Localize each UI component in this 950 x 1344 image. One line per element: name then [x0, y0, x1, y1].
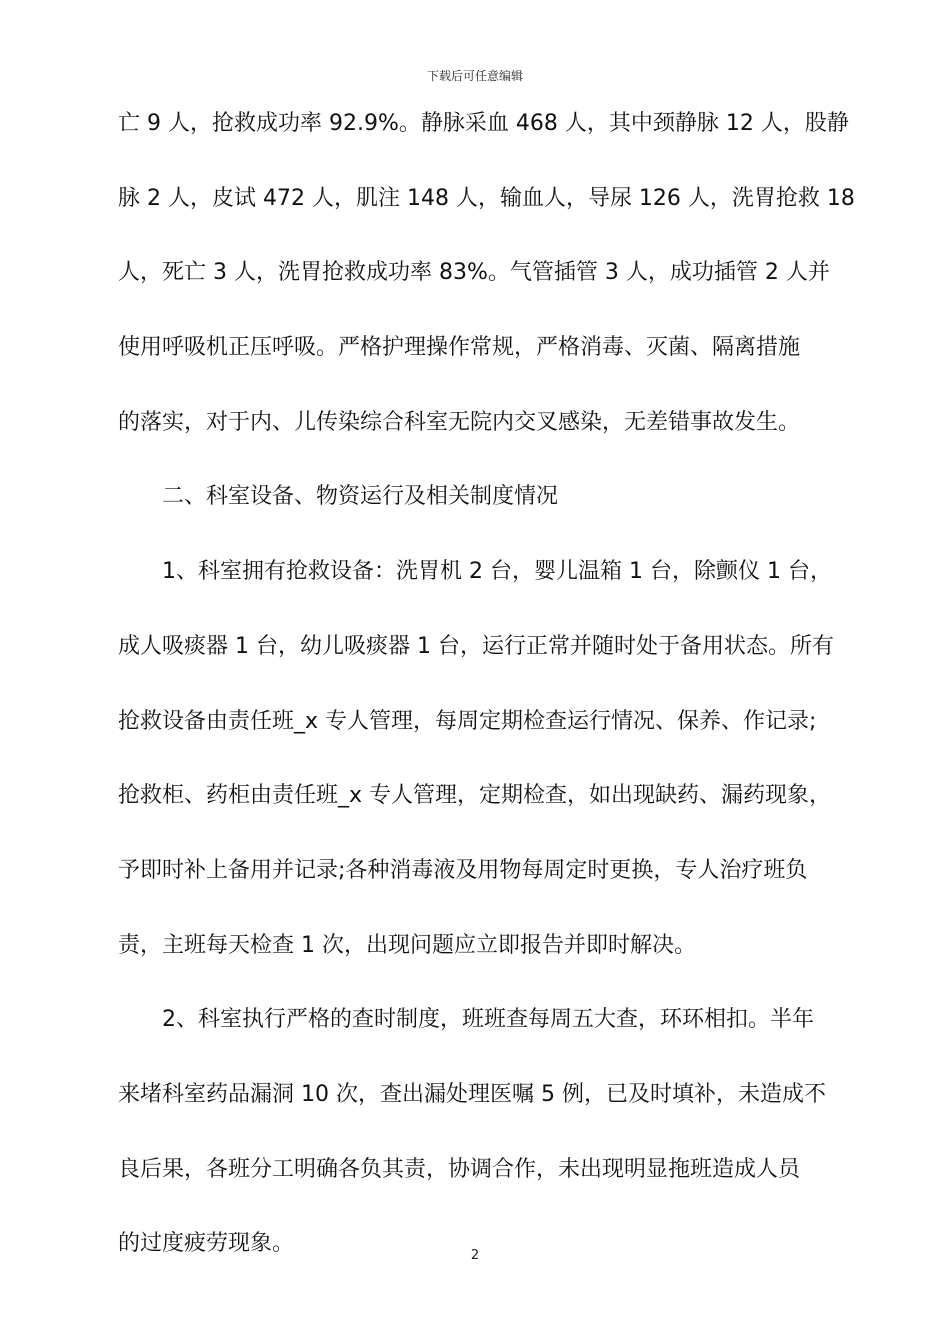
- text-line: 使用呼吸机正压呼吸。严格护理操作常规，严格消毒、灭菌、隔离措施: [118, 335, 801, 361]
- text-line: 1、科室拥有抢救设备：洗胃机 2 台，婴儿温箱 1 台，除颤仪 1 台，: [162, 559, 832, 585]
- text-line: 2、科室执行严格的查时制度，班班查每周五大查，环环相扣。半年: [162, 1007, 814, 1033]
- text-line: 抢救设备由责任班_x 专人管理，每周定期检查运行情况、保养、作记录;: [118, 708, 817, 734]
- text-line: 亡 9 人，抢救成功率 92.9%。静脉采血 468 人，其中颈静脉 12 人，股静: [118, 111, 849, 136]
- section-heading: 二、科室设备、物资运行及相关制度情况: [162, 484, 559, 510]
- text-line: 来堵科室药品漏洞 10 次，查出漏处理医嘱 5 例，已及时填补，未造成不: [118, 1081, 826, 1107]
- text-line: 抢救柜、药柜由责任班_x 专人管理，定期检查，如出现缺药、漏药现象，: [118, 783, 832, 809]
- page-number: 2: [470, 1248, 480, 1263]
- text-line: 人，死亡 3 人，洗胃抢救成功率 83%。气管插管 3 人，成功插管 2 人并: [118, 260, 830, 286]
- text-line: 的过度疲劳现象。: [118, 1231, 295, 1257]
- document-body: [118, 102, 855, 1297]
- text-line: 成人吸痰器 1 台，幼儿吸痰器 1 台，运行正常并随时处于备用状态。所有: [118, 633, 834, 659]
- text-line: 责，主班每天检查 1 次，出现问题应立即报告并即时解决。: [118, 932, 696, 958]
- text-line: 良后果，各班分工明确各负其责，协调合作，未出现明显拖班造成人员: [118, 1156, 801, 1182]
- page-header: 下载后可任意编辑: [426, 69, 523, 83]
- text-line: 予即时补上备用并记录;各种消毒液及用物每周定时更换，专人治疗班负: [118, 857, 808, 883]
- text-line: 脉 2 人，皮试 472 人，肌注 148 人，输血人，导尿 126 人，洗胃抢救 18: [118, 185, 855, 211]
- text-line: 的落实，对于内、儿传染综合科室无院内交叉感染，无差错事故发生。: [118, 409, 801, 435]
